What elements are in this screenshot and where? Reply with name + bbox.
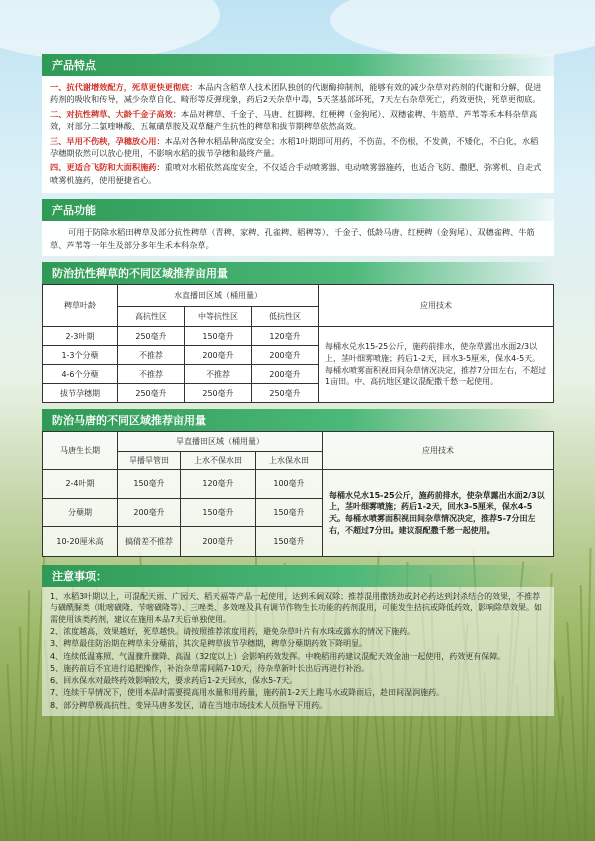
tip-item: 8、部分稗草极高抗性、变异马唐多发区，请在当地市场技术人员指导下用药。 bbox=[50, 700, 328, 710]
tip-item: 3、稗草最佳防治期在稗草未分蘖前，其次是稗草拔节孕穗期，稗草分蘖期药效下降明显。 bbox=[50, 639, 368, 649]
dose-cell: 200毫升 bbox=[185, 346, 252, 365]
dose-cell: 200毫升 bbox=[118, 498, 181, 526]
dose-cell: 250毫升 bbox=[118, 327, 185, 346]
feature-item bbox=[50, 81, 546, 106]
header-col: 上水保水田 bbox=[256, 452, 323, 470]
cloud bbox=[330, 0, 595, 60]
header-col: 高抗性区 bbox=[118, 307, 185, 327]
dose-cell: 100毫升 bbox=[256, 470, 323, 498]
tips-list bbox=[42, 587, 554, 716]
header-col: 旱播旱管田 bbox=[118, 452, 181, 470]
dose-cell: 200毫升 bbox=[181, 526, 256, 556]
feature-lead: 四、更适合飞防和大面积施药： bbox=[50, 162, 165, 173]
dose-cell: 250毫升 bbox=[185, 384, 252, 403]
tip-item: 2、浓度越高，效果越好，死草越快。请按照推荐浓度用药，避免杂草叶片有水珠或露水的情况下施药。 bbox=[50, 626, 416, 636]
feature-item bbox=[50, 135, 546, 160]
feature-text: 本品对各种水稻品种高度安全；水稻1叶期即可用药，不伤苗，不伤根，不发黄，不矮化，不白化，水稻孕穗期依然可以放心使用，不影响水稻的拔节孕穗和最终产量。 bbox=[50, 135, 539, 159]
dose-cell: 不推荐 bbox=[185, 365, 252, 384]
header-stage: 稗草叶龄 bbox=[43, 285, 118, 327]
dose-cell: 200毫升 bbox=[252, 365, 319, 384]
dose-cell: 150毫升 bbox=[181, 498, 256, 526]
dose-cell: 150毫升 bbox=[118, 470, 181, 498]
tip-item: 1、水稻3叶期以上，可混配天雨、广园天、稻天福等产品一起使用，达到禾阔双除；推荐混用撒锈劲或封必药达到封杀结合的效果，不推荐与磺酰脲类（吡嘧磺隆、苄嘧磺隆等）、三唑类、多效唑及具有调节作物生长功能的药剂混用，可能发生拮抗或降低药效，影响除草效果。如需使用该类药剂，建议在施用本品7天后单独使用。 bbox=[50, 592, 542, 624]
dose-cell: 200毫升 bbox=[252, 346, 319, 365]
crabgrass-table-title: 防治马唐的不同区域推荐亩用量 bbox=[42, 409, 554, 431]
feature-lead: 三、早用不伤秧，孕穗放心用： bbox=[50, 135, 165, 146]
grass-blade bbox=[0, 701, 8, 841]
features-title: 产品特点 bbox=[42, 54, 554, 76]
barnyard-table-title: 防治抗性稗草的不同区域推荐亩用量 bbox=[42, 262, 554, 284]
dose-cell: 120毫升 bbox=[252, 327, 319, 346]
stage-cell: 拔节孕穗期 bbox=[43, 384, 118, 403]
dose-cell: 250毫升 bbox=[118, 384, 185, 403]
grass-blade bbox=[584, 548, 591, 841]
stage-cell: 分蘖期 bbox=[43, 498, 118, 526]
function-section bbox=[42, 199, 554, 256]
stage-cell: 1-3个分蘖 bbox=[43, 346, 118, 365]
feature-item bbox=[50, 108, 546, 133]
feature-item bbox=[50, 161, 546, 186]
dose-cell: 不推荐 bbox=[118, 365, 185, 384]
tip-item: 6、回水保水对最终药效影响较大，要求药后1-2天回水，保水5-7天。 bbox=[50, 676, 298, 686]
tech-note: 每桶水兑水15-25公斤，施药前排水，使杂草露出水面2/3以上，茎叶细雾喷施；药后1-2天，回水3-5厘米，保水4-5天。每桶水喷雾面积视田间杂草情况决定，推荐5-7分田左右，不超过7分田。建议混配撒千愁一起使用。 bbox=[323, 470, 554, 557]
header-region: 旱直播田区域（桶用量） bbox=[118, 432, 323, 452]
crabgrass-dosage-table bbox=[42, 431, 554, 557]
stage-cell: 10-20厘米高 bbox=[43, 526, 118, 556]
function-text: 可用于防除水稻田稗草及部分抗性稗草（青稗、家稗、孔雀稗、稻稗等）、千金子、低龄马唐、红梗稗（金狗尾）、双穗雀稗、牛筋草、芦苇等一年生及部分多年生禾本科杂草。 bbox=[50, 227, 535, 250]
crabgrass-table-section bbox=[42, 409, 554, 557]
dose-cell: 不推荐 bbox=[118, 346, 185, 365]
stage-cell: 2-4叶期 bbox=[43, 470, 118, 498]
tip-item: 5、施药前后不宜进行追肥操作，补治杂草需间隔7-10天，待杂草新叶长出后再进行补治。 bbox=[50, 663, 370, 673]
header-region: 水直播田区域（桶用量） bbox=[118, 285, 319, 307]
barnyard-dosage-table bbox=[42, 284, 554, 403]
tip-item: 4、连续低温寡照、气温骤升骤降、高温（32度以上）会影响药效发挥。中晚稻用药建议混配天效金油一起使用，药效更有保障。 bbox=[50, 651, 506, 661]
features-section bbox=[42, 54, 554, 193]
grass-blade bbox=[327, 698, 339, 841]
feature-text: 本品对稗草、千金子、马唐、红脚稗、红梗稗（金狗尾）、双穗雀稗、牛筋草、芦苇等禾本科杂草高效，对部分二氯喹啉酸、五氟磺草胺及双草醚产生抗性的稗草和拔节期稗草依然高效。 bbox=[50, 108, 538, 132]
features-list bbox=[42, 76, 554, 193]
function-title: 产品功能 bbox=[42, 199, 554, 221]
header-tech: 应用技术 bbox=[319, 285, 554, 327]
tip-item: 7、连续干旱情况下，使用本品时需要提高用水量和用药量，施药前1-2天上跑马水或降雨后，趁田间湿润施药。 bbox=[50, 688, 445, 698]
dose-cell: 150毫升 bbox=[256, 526, 323, 556]
feature-lead: 二、对抗性稗草、大龄千金子高效： bbox=[50, 108, 182, 119]
stage-cell: 4-6个分蘖 bbox=[43, 365, 118, 384]
header-stage: 马唐生长期 bbox=[43, 432, 118, 470]
content-panel bbox=[42, 54, 554, 716]
header-col: 中等抗性区 bbox=[185, 307, 252, 327]
dose-cell: 120毫升 bbox=[181, 470, 256, 498]
tips-title: 注意事项： bbox=[42, 565, 554, 587]
grass-blade bbox=[6, 664, 17, 841]
dose-cell: 250毫升 bbox=[252, 384, 319, 403]
dose-cell: 搞倩差不推荐 bbox=[118, 526, 181, 556]
grass-blade bbox=[111, 700, 115, 841]
cloud bbox=[0, 0, 220, 60]
grass-blade bbox=[444, 697, 446, 841]
header-col: 低抗性区 bbox=[252, 307, 319, 327]
dose-cell: 150毫升 bbox=[256, 498, 323, 526]
tips-section bbox=[42, 565, 554, 716]
header-tech: 应用技术 bbox=[323, 432, 554, 470]
feature-lead: 一、抗代谢增效配方，死草更快更彻底： bbox=[50, 82, 198, 92]
stage-cell: 2-3叶期 bbox=[43, 327, 118, 346]
dose-cell: 150毫升 bbox=[185, 327, 252, 346]
barnyard-table-section bbox=[42, 262, 554, 403]
tech-note: 每桶水兑水15-25公斤，施药前排水，使杂草露出水面2/3以上，茎叶细雾喷施；药后1-2天，回水3-5厘米，保水4-5天。每桶水喷雾面积视田间杂草情况决定，推荐7分田左右，不超过1亩田。中、高抗地区建议混配撒千愁一起使用。 bbox=[319, 327, 554, 403]
feature-text: 重喷对水稻依然高度安全，不仅适合手动喷雾器、电动喷雾器施药，也适合飞防、撒肥、弥雾机、自走式喷雾机施药，使用便捷省心。 bbox=[50, 162, 542, 185]
grass-blade bbox=[23, 590, 29, 841]
header-col: 上水不保水田 bbox=[181, 452, 256, 470]
feature-text: 本品内含稻草人技术团队独创的代谢酶抑制剂，能够有效的减少杂草对药剂的代谢和分解，促进药剂的吸收和传导，减少杂草自化、畸形等反弹现象，药后2天杂草中毒，5天茎基部坏死，7天左右杂草死亡，药效更快，死草更彻底。 bbox=[50, 82, 542, 105]
